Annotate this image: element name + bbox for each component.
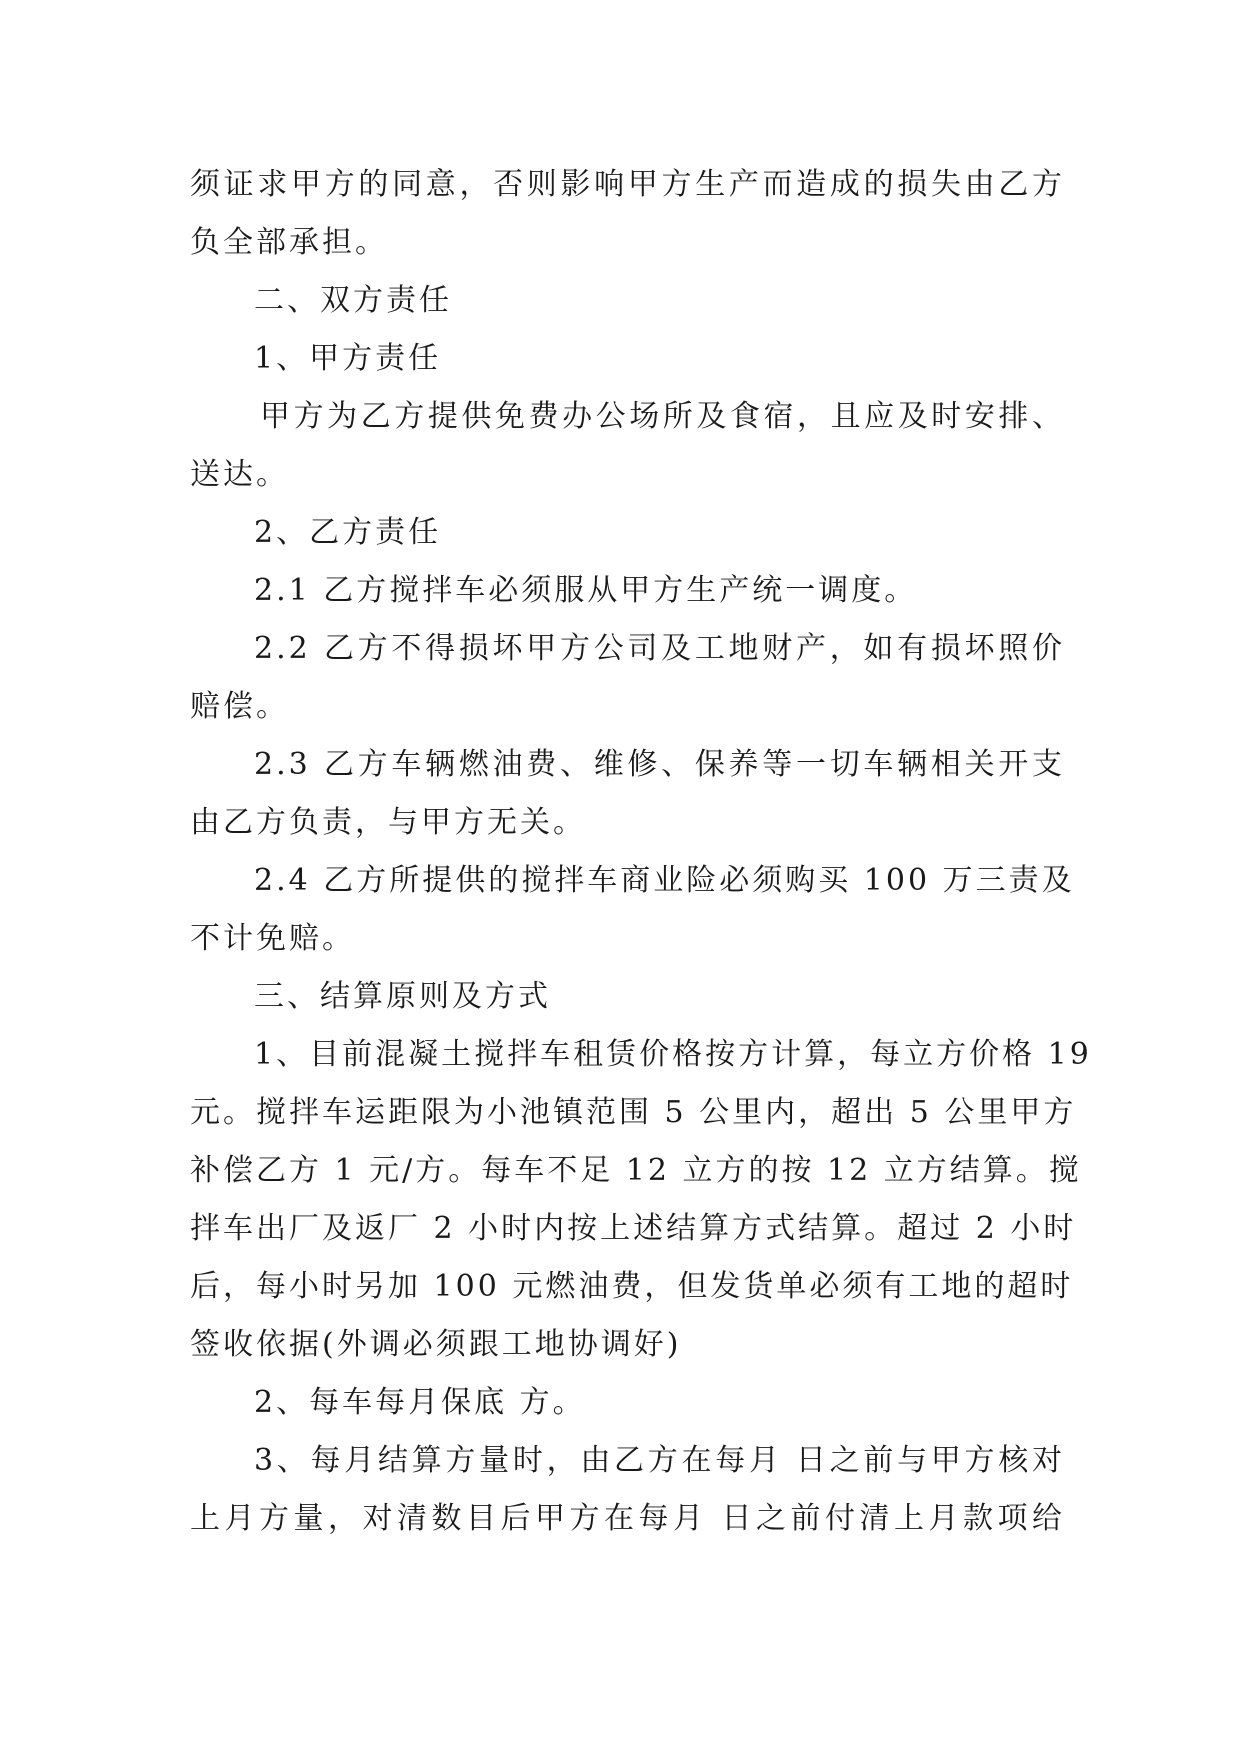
text-line: 负全部承担。: [190, 225, 388, 260]
text-line: 2.3 乙方车辆燃油费、维修、保养等一切车辆相关开支: [254, 747, 1065, 782]
text-line: 甲方为乙方提供免费办公场所及食宿，且应及时安排、: [260, 399, 1065, 434]
section-heading: 二、双方责任: [254, 283, 452, 318]
text-line: 1、目前混凝土搅拌车租赁价格按方计算，每立方价格 19: [254, 1037, 1092, 1072]
text-line: 签收依据(外调必须跟工地协调好): [190, 1327, 682, 1362]
text-line: 由乙方负责，与甲方无关。: [190, 805, 586, 840]
text-line: 补偿乙方 1 元/方。每车不足 12 立方的按 12 立方结算。搅: [190, 1153, 1082, 1188]
text-line: 2、每车每月保底 方。: [254, 1385, 586, 1420]
text-line: 送达。: [190, 457, 289, 492]
text-line: 后，每小时另加 100 元燃油费，但发货单必须有工地的超时: [190, 1269, 1074, 1304]
text-line: 须证求甲方的同意，否则影响甲方生产而造成的损失由乙方: [190, 167, 1065, 202]
text-line: 拌车出厂及返厂 2 小时内按上述结算方式结算。超过 2 小时: [190, 1211, 1077, 1246]
text-line: 2.2 乙方不得损坏甲方公司及工地财产，如有损坏照价: [254, 631, 1065, 666]
text-line: 上月方量，对清数目后甲方在每月 日之前付清上月款项给: [190, 1501, 1065, 1536]
text-line: 3、每月结算方量时，由乙方在每月 日之前与甲方核对: [254, 1443, 1065, 1478]
subsection-heading: 2、乙方责任: [254, 515, 442, 550]
section-heading: 三、结算原则及方式: [254, 979, 551, 1014]
subsection-heading: 1、甲方责任: [254, 341, 442, 376]
text-line: 2.1 乙方搅拌车必须服从甲方生产统一调度。: [254, 573, 918, 608]
text-line: 不计免赔。: [190, 921, 355, 956]
text-line: 赔偿。: [190, 689, 289, 724]
text-line: 元。搅拌车运距限为小池镇范围 5 公里内，超出 5 公里甲方: [190, 1095, 1077, 1130]
text-line: 2.4 乙方所提供的搅拌车商业险必须购买 100 万三责及: [254, 863, 1075, 898]
document-body: [190, 156, 1092, 1548]
